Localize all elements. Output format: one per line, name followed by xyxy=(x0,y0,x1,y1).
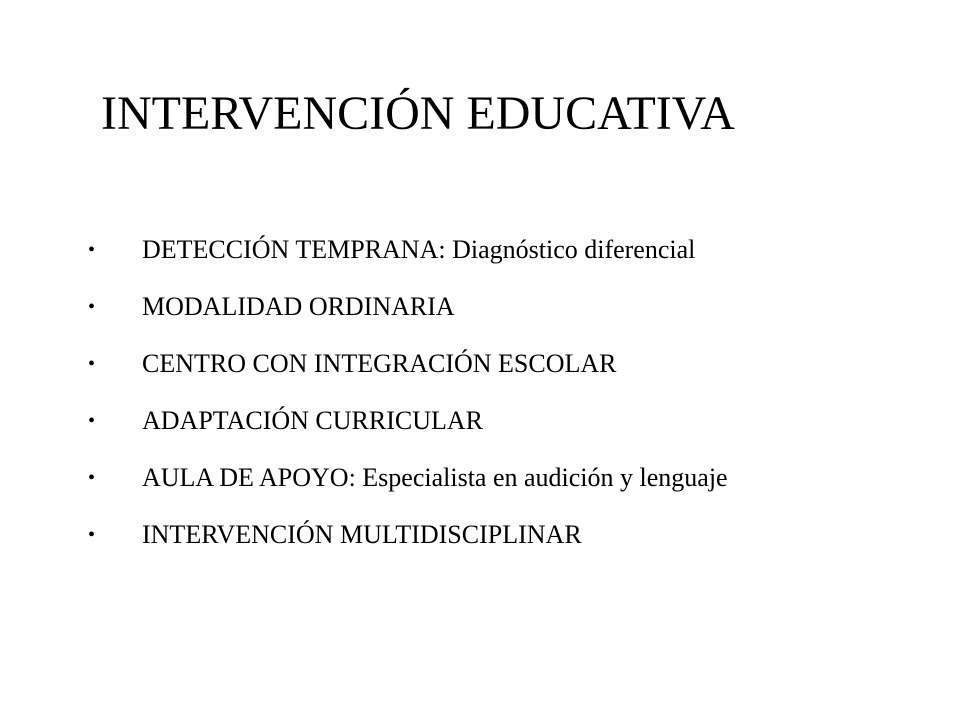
bullet-text: ADAPTACIÓN CURRICULAR xyxy=(142,406,483,435)
bullet-text: AULA DE APOYO: Especialista en audición y lenguaje xyxy=(142,463,728,492)
bullet-item-deteccion xyxy=(88,228,728,285)
slide-title: INTERVENCIÓN EDUCATIVA xyxy=(101,87,735,140)
bullet-icon: • xyxy=(88,410,96,432)
bullet-text: INTERVENCIÓN MULTIDISCIPLINAR xyxy=(142,520,582,549)
bullet-icon: • xyxy=(88,296,96,318)
bullet-list xyxy=(88,228,728,570)
bullet-text: MODALIDAD ORDINARIA xyxy=(142,292,455,321)
bullet-item-modalidad xyxy=(88,285,728,342)
bullet-text: DETECCIÓN TEMPRANA: Diagnóstico diferencial xyxy=(142,235,696,264)
bullet-icon: • xyxy=(88,353,96,375)
bullet-text: CENTRO CON INTEGRACIÓN ESCOLAR xyxy=(142,349,617,378)
bullet-item-intervencion xyxy=(88,513,728,570)
bullet-item-centro xyxy=(88,342,728,399)
bullet-item-adaptacion xyxy=(88,399,728,456)
bullet-icon: • xyxy=(88,524,96,546)
bullet-icon: • xyxy=(88,467,96,489)
bullet-icon: • xyxy=(88,239,96,261)
bullet-item-aula xyxy=(88,456,728,513)
